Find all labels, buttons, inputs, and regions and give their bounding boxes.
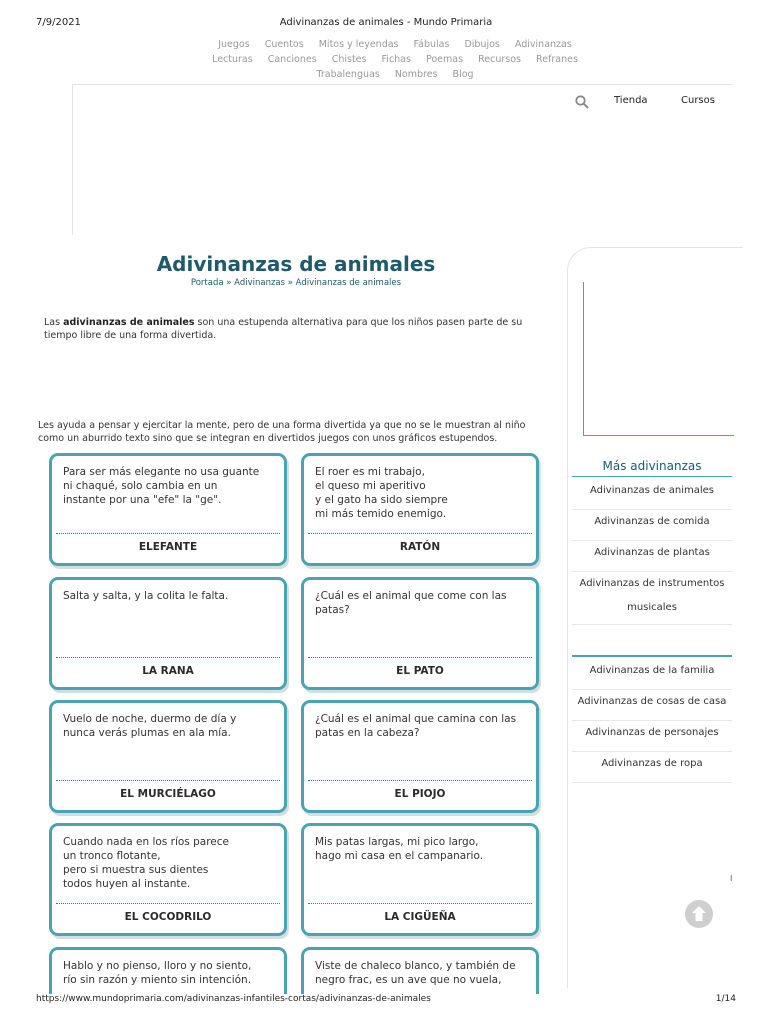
page-title: Adivinanzas de animales (156, 252, 436, 276)
riddle-divider (308, 533, 532, 534)
riddle-divider (56, 780, 280, 781)
riddle-answer: EL PATO (396, 665, 444, 677)
print-page-number: 1/14 (715, 994, 736, 1004)
nav-item-mitos[interactable]: Mitos y leyendas (318, 39, 399, 50)
riddle-divider (308, 657, 532, 658)
riddle-question: Para ser más elegante no usa guante ni chaqué, solo cambia en un instante por una "efe" la "ge". (63, 466, 260, 506)
riddle-card (49, 947, 287, 994)
tienda-link[interactable]: Tienda (614, 95, 648, 106)
sidebar-heading-divider (572, 476, 732, 477)
riddle-question: Salta y salta, y la colita le falta. (63, 590, 229, 602)
print-title: Adivinanzas de animales - Mundo Primaria (279, 17, 493, 28)
riddle-card (301, 823, 539, 936)
riddle-question: El roer es mi trabajo, el queso mi aperitivo y el gato ha sido siempre mi más temido enemigo. (315, 466, 448, 520)
riddle-answer: LA CIGÜEÑA (384, 911, 456, 923)
riddle-answer: ELEFANTE (138, 541, 198, 553)
riddle-divider (308, 780, 532, 781)
top-navigation (190, 37, 600, 82)
header-ad-area (72, 84, 733, 235)
nav-item-trabalenguas[interactable]: Trabalenguas (316, 69, 380, 80)
nav-item-dibujos[interactable]: Dibujos (464, 39, 500, 50)
sidebar-ad-area (583, 282, 734, 436)
sidebar-heading: Más adivinanzas (602, 459, 702, 473)
cursos-link[interactable]: Cursos (681, 95, 715, 106)
sidebar-item-instrumentos[interactable]: Adivinanzas de instrumentos musicales (572, 572, 732, 625)
sidebar-item-personajes[interactable]: Adivinanzas de personajes (572, 721, 732, 752)
riddle-question: Hablo y no pienso, lloro y no siento, río sin razón y miento sin intención. (63, 960, 252, 986)
nav-item-fichas[interactable]: Fichas (381, 54, 411, 65)
second-paragraph: Les ayuda a pensar y ejercitar la mente, pero de una forma divertida ya que no se le muestran al niño como un aburrido texto sino que se integran en divertidos juegos con unos gráficos estupendos. (38, 420, 526, 444)
nav-item-adivinanzas[interactable]: Adivinanzas (514, 39, 572, 50)
search-icon[interactable] (575, 95, 589, 109)
nav-item-lecturas[interactable]: Lecturas (212, 54, 253, 65)
sidebar-section-divider (572, 655, 732, 657)
nav-item-chistes[interactable]: Chistes (331, 54, 367, 65)
sidebar-item-plantas[interactable]: Adivinanzas de plantas (572, 541, 732, 572)
arrow-up-icon[interactable] (685, 900, 713, 928)
riddle-card (301, 947, 539, 994)
nav-item-fabulas[interactable]: Fábulas (413, 39, 450, 50)
sidebar-item-animales[interactable]: Adivinanzas de animales (572, 479, 732, 510)
riddle-question: Viste de chaleco blanco, y también de negro frac, es un ave que no vuela, (315, 960, 516, 986)
sidebar-item-familia[interactable]: Adivinanzas de la familia (572, 659, 732, 690)
sidebar-item-comida[interactable]: Adivinanzas de comida (572, 510, 732, 541)
intro-text-end: son una estupenda alternativa para que los niños pasen parte de su tiempo libre de una forma divertida. (44, 317, 523, 341)
nav-item-nombres[interactable]: Nombres (394, 69, 438, 80)
intro-paragraph (44, 316, 550, 342)
print-url: https://www.mundoprimaria.com/adivinanzas-infantiles-cortas/adivinanzas-de-animales (36, 994, 431, 1004)
sidebar-mark: I (730, 874, 733, 883)
nav-item-juegos[interactable]: Juegos (218, 39, 250, 50)
riddle-question: Cuando nada en los ríos parece un tronco flotante, pero si muestra sus dientes todos huyen al instante. (63, 836, 229, 890)
print-date: 7/9/2021 (36, 17, 81, 28)
print-footer (36, 994, 736, 1008)
riddle-card (49, 577, 287, 690)
riddle-answer: EL COCODRILO (124, 911, 212, 923)
nav-item-refranes[interactable]: Refranes (536, 54, 578, 65)
nav-item-blog[interactable]: Blog (452, 69, 474, 80)
riddle-card (301, 453, 539, 566)
riddle-card (49, 453, 287, 566)
nav-item-recursos[interactable]: Recursos (478, 54, 521, 65)
riddle-question: ¿Cuál es el animal que come con las patas? (315, 590, 507, 616)
breadcrumb[interactable]: Portada » Adivinanzas » Adivinanzas de animales (190, 278, 402, 288)
riddle-card (49, 823, 287, 936)
riddle-card (301, 577, 539, 690)
riddle-answer: EL PIOJO (394, 788, 446, 800)
riddle-question: Mis patas largas, mi pico largo, hago mi casa en el campanario. (315, 836, 484, 862)
riddle-divider (308, 903, 532, 904)
riddle-card (301, 700, 539, 813)
riddle-card (49, 700, 287, 813)
riddle-answer: RATÓN (399, 541, 441, 553)
riddle-answer: LA RANA (142, 665, 194, 677)
sidebar-item-ropa[interactable]: Adivinanzas de ropa (572, 752, 732, 783)
nav-item-canciones[interactable]: Canciones (267, 54, 317, 65)
riddle-divider (56, 533, 280, 534)
intro-text-start: Las (44, 317, 64, 328)
riddle-question: Vuelo de noche, duermo de día y nunca verás plumas en ala mía. (63, 713, 237, 739)
riddle-divider (56, 903, 280, 904)
riddle-question: ¿Cuál es el animal que camina con las patas en la cabeza? (315, 713, 517, 739)
riddle-answer: EL MURCIÉLAGO (120, 788, 216, 800)
nav-item-cuentos[interactable]: Cuentos (264, 39, 304, 50)
intro-bold-text: adivinanzas de animales (63, 317, 195, 328)
nav-item-poemas[interactable]: Poemas (425, 54, 464, 65)
print-header (36, 17, 736, 31)
riddle-divider (56, 657, 280, 658)
sidebar-item-cosas-casa[interactable]: Adivinanzas de cosas de casa (572, 690, 732, 721)
